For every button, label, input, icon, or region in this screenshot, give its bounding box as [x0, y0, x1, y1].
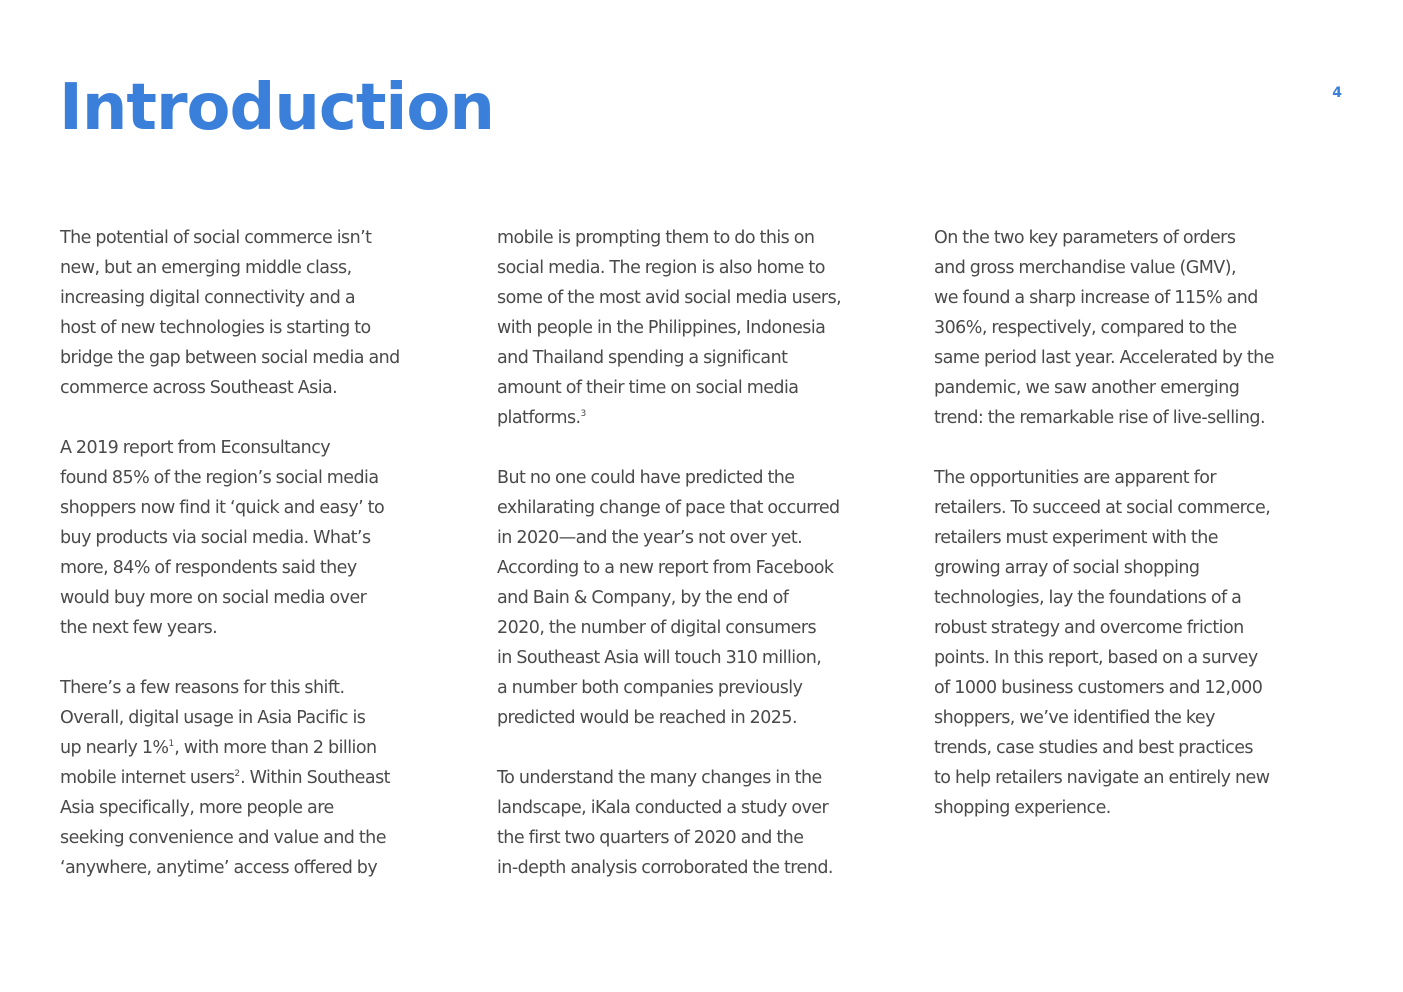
text-run: There’s a few reasons for this shift. — [60, 678, 345, 698]
text-line — [934, 373, 1354, 403]
text-run: shopping experience. — [934, 798, 1111, 818]
text-run: with people in the Philippines, Indonesia — [497, 318, 826, 338]
text-run: , with more than 2 billion — [174, 738, 377, 758]
text-run: the next few years. — [60, 618, 218, 638]
text-line — [60, 493, 480, 523]
text-run: ‘anywhere, anytime’ access offered by — [60, 858, 378, 878]
text-run: commerce across Southeast Asia. — [60, 378, 338, 398]
text-run: and gross merchandise value (GMV), — [934, 258, 1236, 278]
text-line — [60, 463, 480, 493]
text-run: pandemic, we saw another emerging — [934, 378, 1240, 398]
text-line — [60, 733, 480, 763]
text-line — [60, 703, 480, 733]
text-line — [934, 763, 1354, 793]
paragraph — [60, 673, 480, 883]
text-run: . Within Southeast — [240, 768, 390, 788]
text-line — [497, 313, 917, 343]
text-column-2 — [497, 223, 917, 913]
paragraph — [934, 463, 1354, 823]
text-run: to help retailers navigate an entirely new — [934, 768, 1270, 788]
text-run: points. In this report, based on a survey — [934, 648, 1258, 668]
text-run: Asia specifically, more people are — [60, 798, 334, 818]
text-run: On the two key parameters of orders — [934, 228, 1236, 248]
text-line — [934, 703, 1354, 733]
text-run: retailers. To succeed at social commerce, — [934, 498, 1271, 518]
text-run: amount of their time on social media — [497, 378, 799, 398]
text-run: technologies, lay the foundations of a — [934, 588, 1242, 608]
text-line — [497, 583, 917, 613]
text-line — [934, 283, 1354, 313]
paragraph — [497, 463, 917, 733]
text-line — [497, 493, 917, 523]
text-run: trend: the remarkable rise of live-selling. — [934, 408, 1265, 428]
text-run: buy products via social media. What’s — [60, 528, 371, 548]
text-line — [934, 313, 1354, 343]
text-run: A 2019 report from Econsultancy — [60, 438, 331, 458]
text-run: growing array of social shopping — [934, 558, 1200, 578]
text-run: increasing digital connectivity and a — [60, 288, 356, 308]
text-run: retailers must experiment with the — [934, 528, 1218, 548]
text-line — [934, 793, 1354, 823]
text-line — [497, 703, 917, 733]
text-run: and Bain & Company, by the end of — [497, 588, 789, 608]
paragraph — [60, 223, 480, 403]
text-line — [60, 673, 480, 703]
text-line — [60, 343, 480, 373]
paragraph — [497, 763, 917, 883]
text-column-3 — [934, 223, 1354, 853]
text-line — [497, 823, 917, 853]
text-line — [60, 583, 480, 613]
text-run: shoppers now find it ‘quick and easy’ to — [60, 498, 385, 518]
text-run: But no one could have predicted the — [497, 468, 795, 488]
text-run: mobile internet users — [60, 768, 235, 788]
text-line — [497, 523, 917, 553]
text-line — [60, 223, 480, 253]
text-run: host of new technologies is starting to — [60, 318, 371, 338]
text-line — [934, 523, 1354, 553]
paragraph — [497, 223, 917, 433]
text-line — [934, 343, 1354, 373]
footnote-reference: 3 — [580, 409, 587, 419]
text-line — [60, 793, 480, 823]
text-run: exhilarating change of pace that occurred — [497, 498, 840, 518]
text-run: in 2020—and the year’s not over yet. — [497, 528, 803, 548]
text-run: would buy more on social media over — [60, 588, 367, 608]
text-line — [934, 553, 1354, 583]
text-run: same period last year. Accelerated by the — [934, 348, 1274, 368]
text-line — [934, 643, 1354, 673]
text-run: some of the most avid social media users, — [497, 288, 842, 308]
paragraph — [60, 433, 480, 643]
text-line — [497, 463, 917, 493]
text-run: 2020, the number of digital consumers — [497, 618, 817, 638]
text-line — [497, 373, 917, 403]
text-run: The potential of social commerce isn’t — [60, 228, 372, 248]
text-line — [497, 613, 917, 643]
text-line — [60, 433, 480, 463]
text-line — [497, 403, 917, 433]
text-line — [934, 403, 1354, 433]
text-line — [934, 493, 1354, 523]
text-line — [60, 313, 480, 343]
text-line — [497, 553, 917, 583]
footnote-reference: 2 — [234, 769, 241, 779]
text-line — [497, 793, 917, 823]
page-title: Introduction — [59, 71, 494, 145]
text-run: and Thailand spending a significant — [497, 348, 788, 368]
text-line — [60, 373, 480, 403]
text-line — [934, 463, 1354, 493]
text-run: social media. The region is also home to — [497, 258, 825, 278]
text-run: platforms. — [497, 408, 581, 428]
text-line — [934, 583, 1354, 613]
text-line — [60, 523, 480, 553]
text-run: new, but an emerging middle class, — [60, 258, 352, 278]
text-run: Overall, digital usage in Asia Pacific is — [60, 708, 366, 728]
text-run: we found a sharp increase of 115% and — [934, 288, 1258, 308]
text-line — [934, 673, 1354, 703]
text-line — [497, 283, 917, 313]
text-line — [60, 613, 480, 643]
text-run: predicted would be reached in 2025. — [497, 708, 797, 728]
text-line — [497, 223, 917, 253]
text-line — [934, 223, 1354, 253]
text-line — [934, 733, 1354, 763]
text-run: a number both companies previously — [497, 678, 803, 698]
text-run: more, 84% of respondents said they — [60, 558, 357, 578]
text-run: mobile is prompting them to do this on — [497, 228, 815, 248]
text-line — [60, 553, 480, 583]
text-run: of 1000 business customers and 12,000 — [934, 678, 1263, 698]
text-line — [60, 853, 480, 883]
text-line — [60, 283, 480, 313]
text-line — [934, 253, 1354, 283]
text-run: 306%, respectively, compared to the — [934, 318, 1237, 338]
text-run: found 85% of the region’s social media — [60, 468, 379, 488]
text-run: According to a new report from Facebook — [497, 558, 834, 578]
text-line — [934, 613, 1354, 643]
page-number: 4 — [1332, 85, 1342, 101]
text-run: up nearly 1% — [60, 738, 169, 758]
footnote-reference: 1 — [168, 739, 175, 749]
text-line — [497, 643, 917, 673]
text-line — [497, 343, 917, 373]
paragraph — [934, 223, 1354, 433]
text-line — [60, 823, 480, 853]
text-line — [497, 673, 917, 703]
text-run: in-depth analysis corroborated the trend. — [497, 858, 833, 878]
text-run: shoppers, we’ve identified the key — [934, 708, 1215, 728]
text-run: robust strategy and overcome friction — [934, 618, 1244, 638]
text-line — [60, 763, 480, 793]
text-run: bridge the gap between social media and — [60, 348, 400, 368]
text-line — [60, 253, 480, 283]
text-run: trends, case studies and best practices — [934, 738, 1253, 758]
text-column-1 — [60, 223, 480, 913]
text-run: the first two quarters of 2020 and the — [497, 828, 804, 848]
text-run: The opportunities are apparent for — [934, 468, 1216, 488]
text-line — [497, 253, 917, 283]
text-line — [497, 763, 917, 793]
text-run: in Southeast Asia will touch 310 million, — [497, 648, 822, 668]
text-run: To understand the many changes in the — [497, 768, 822, 788]
text-run: seeking convenience and value and the — [60, 828, 386, 848]
text-line — [497, 853, 917, 883]
text-run: landscape, iKala conducted a study over — [497, 798, 829, 818]
